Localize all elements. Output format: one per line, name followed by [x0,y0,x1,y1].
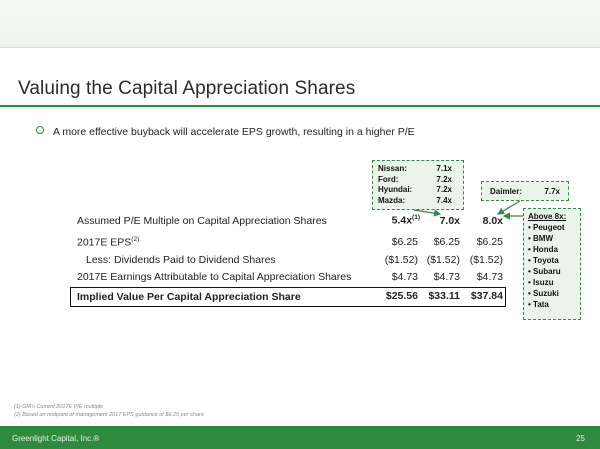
peer-pe: 7.2x [436,174,452,184]
footnote-2: (2) Based on midpoint of management 2017 EPS guidance of $6.25 per share [14,412,204,418]
table-cell: $4.73 [391,271,418,283]
peer-pe: 7.1x [436,164,452,173]
table-cell: $6.25 [433,236,460,248]
peer-pe: 7.4x [436,195,452,205]
peer-name: Hyundai: [378,185,413,194]
table-cell: $4.73 [433,271,460,283]
list-item: • Tata [528,300,549,309]
header-cell-5x [378,214,420,227]
footer-band [0,426,600,449]
table-cell: ($1.52) [469,254,503,266]
footnote-ref: (1) [412,214,420,221]
row-label-text: 2017E EPS [77,236,132,249]
table-header-label: Assumed P/E Multiple on Capital Appreciation Shares [77,215,327,227]
bullet-text: A more effective buyback will accelerate EPS growth, resulting in a higher P/E [53,126,415,138]
list-item: • Suzuki [528,289,559,298]
peer-name: Ford: [378,174,399,184]
header-cell-8x: 8.0x [482,215,503,227]
peer-name: Mazda: [378,195,406,205]
peer-name: Nissan: [378,164,407,173]
list-item: • Subaru [528,267,561,276]
peer-name: Daimler: [490,186,523,196]
implied-cell: $37.84 [470,290,503,302]
table-cell: $4.73 [476,271,503,283]
page-number: 25 [576,434,585,443]
footnote-ref: (2) [131,236,140,243]
implied-cell: $33.11 [428,290,460,302]
implied-value-label: Implied Value Per Capital Appreciation Share [77,291,301,303]
table-cell: $6.25 [391,236,418,248]
above-8x-heading: Above 8x: [528,212,567,221]
table-cell: $6.25 [476,236,503,248]
footnote-1: (1) GM's Current 2017E P/E multiple [14,404,104,410]
table-row-label [77,236,139,249]
table-cell: ($1.52) [426,254,460,266]
header-value: 5.4x [391,214,413,227]
list-item: • Toyota [528,256,559,265]
table-cell: ($1.52) [384,254,418,266]
table-row-label: 2017E Earnings Attributable to Capital Appreciation Shares [77,271,352,283]
arrow-to-8x [498,201,520,214]
table-row-label: Less: Dividends Paid to Dividend Shares [86,254,276,266]
list-item: • Isuzu [528,278,554,287]
header-cell-7x: 7.0x [439,215,460,227]
slide-title: Valuing the Capital Appreciation Shares [18,78,356,99]
peer-pe: 7.2x [436,185,452,194]
list-item: • Peugeot [528,223,565,232]
company-name: Greenlight Capital, Inc.® [12,434,100,443]
list-item: • BMW [528,234,554,243]
peer-pe: 7.7x [544,186,560,196]
list-item: • Honda [528,245,558,254]
implied-cell: $25.56 [385,290,418,302]
